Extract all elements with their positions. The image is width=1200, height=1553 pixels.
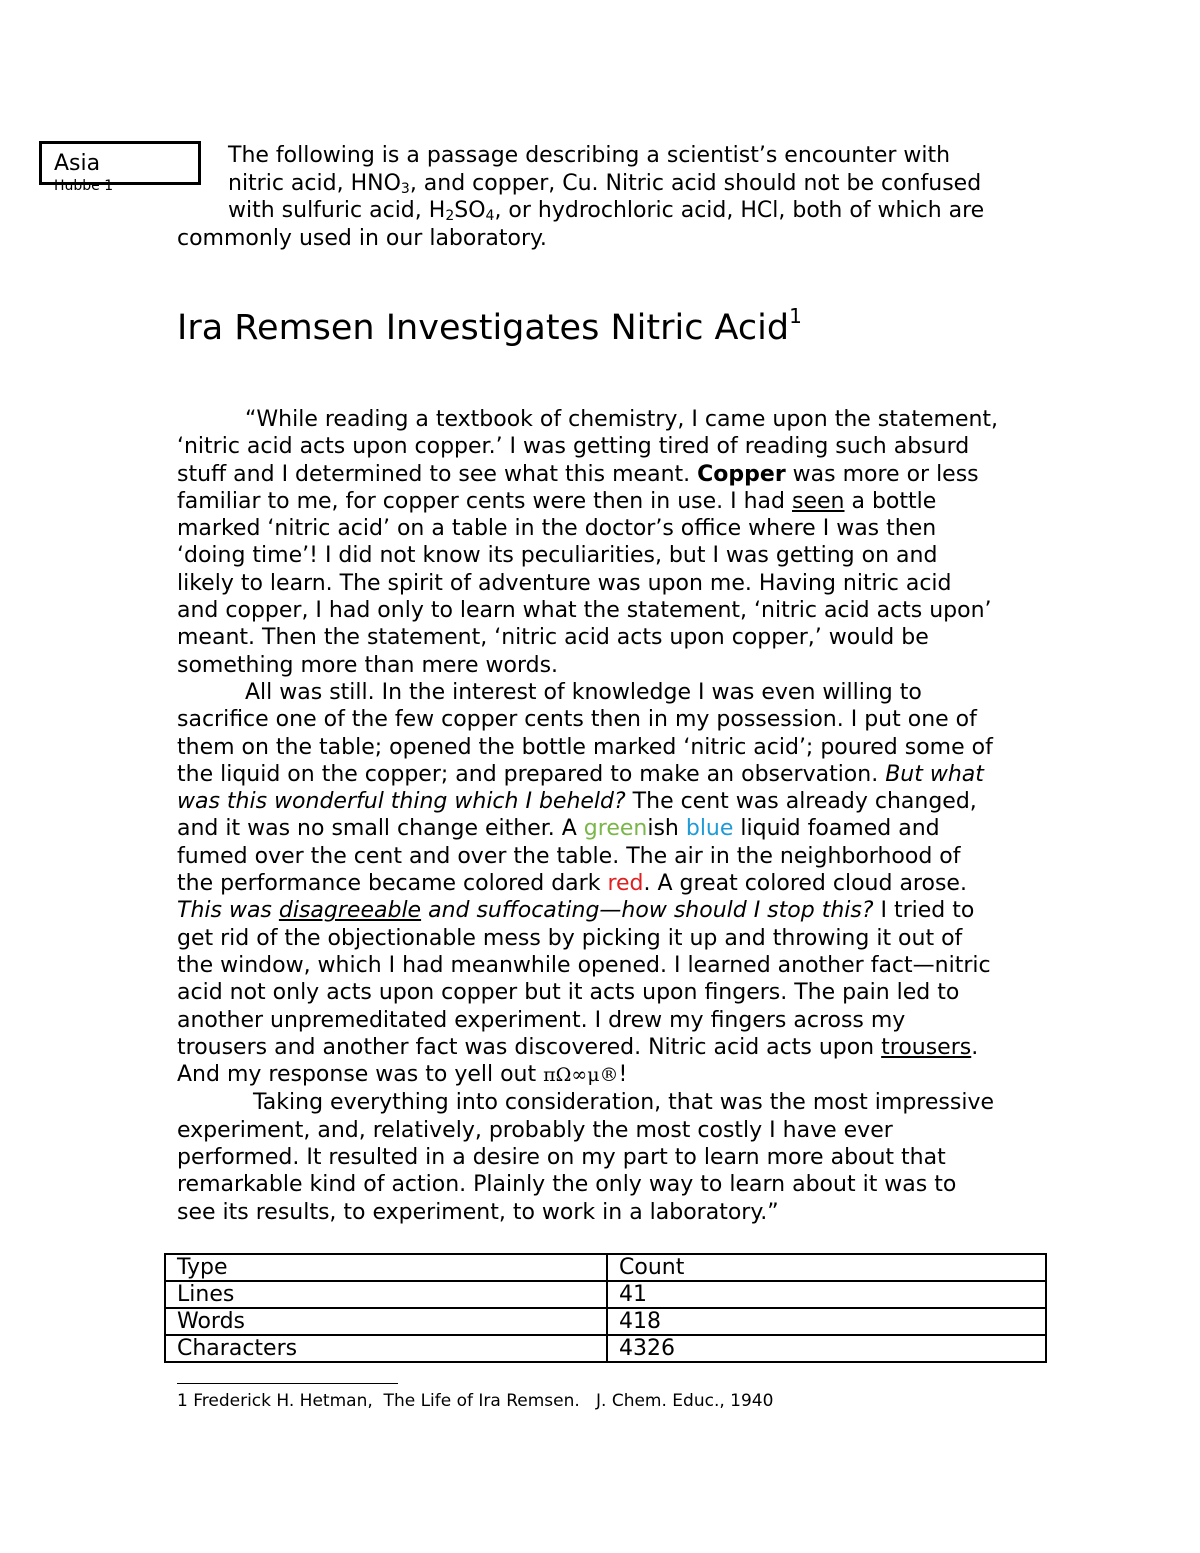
table-header-cell: Count bbox=[607, 1254, 1046, 1281]
table-header-row bbox=[165, 1254, 1046, 1281]
copper-bold: Copper bbox=[697, 461, 786, 487]
disagreeable-underlined: disagreeable bbox=[278, 898, 422, 924]
trousers-underlined: trousers bbox=[881, 1034, 972, 1060]
intro-line-2: nitric acid, $HNO_3$, and copper, Cu. Nitric acid should not be confused bbox=[228, 170, 982, 197]
symbol-exclamation: πΩ∞μ® bbox=[543, 1064, 619, 1087]
footnote-divider bbox=[177, 1383, 398, 1384]
table-row bbox=[165, 1281, 1046, 1308]
table-header-cell: Type bbox=[165, 1254, 607, 1281]
tag-cut-label: Hubbe 1 bbox=[54, 178, 114, 194]
green-word: green bbox=[583, 816, 648, 842]
table-row bbox=[165, 1308, 1046, 1335]
passage-paragraph-3: Taking everything into consideration, that was the most impressive experiment, and, relatively, probably the most costly I have ever performed. It resulted in a desire on my part to learn more about that remarkable kind of action. Plainly the only way to learn about it was to see its results, to experiment, to work in a laboratory.” bbox=[177, 1090, 994, 1225]
seen-underlined: seen bbox=[792, 488, 845, 514]
table-row bbox=[165, 1335, 1046, 1362]
intro-line-1: The following is a passage describing a scientist’s encounter with bbox=[228, 143, 951, 168]
red-word: red bbox=[607, 871, 644, 897]
table-cell: 4326 bbox=[607, 1335, 1046, 1362]
table-cell: 41 bbox=[607, 1281, 1046, 1308]
table-cell: Characters bbox=[165, 1335, 607, 1362]
table-cell: Lines bbox=[165, 1281, 607, 1308]
intro-line-3: with sulfuric acid, $H_2SO_4$, or hydrochloric acid, HCl, both of which are bbox=[228, 198, 985, 224]
counts-table bbox=[164, 1253, 1047, 1363]
table-cell: 418 bbox=[607, 1308, 1046, 1335]
table-cell: Words bbox=[165, 1308, 607, 1335]
passage bbox=[177, 406, 1077, 1226]
intro-line-4: commonly used in our laboratory. bbox=[177, 225, 547, 251]
passage-paragraph-2: All was still. In the interest of knowledge I was even willing to sacrifice one of the few copper cents then in my possession. I put one of them on the table; opened the bottle marked ‘nitric acid’; poured some of the liquid on the copper; and prepared to make an observation. But what was this wonderful thing which I beheld? The cent was already changed, and it was no small change either. A greenish blue liquid foamed and fumed over the cent and over the table. The air in the neighborhood of the performance became colored dark red. A great colored cloud arose. This was disagreeable and suffocating—how should I stop this? I tried to get rid of the objectionable mess by picking it up and throwing it out of the window, which I had meanwhile opened. I learned another fact—nitric acid not only acts upon copper but it acts upon fingers. The pain led to another unpremeditated experiment. I drew my fingers across my trousers and another fact was discovered. Nitric acid acts upon trousers. And my response was to yell out πΩ∞μ®! bbox=[177, 679, 993, 1088]
intro-paragraph bbox=[177, 142, 1077, 252]
page-title: Ira Remsen Investigates Nitric Acid$^1$ bbox=[177, 304, 802, 348]
blue-word: blue bbox=[685, 816, 734, 842]
footnote: 1 Frederick H. Hetman, The Life of Ira Remsen. J. Chem. Educ., 1940 bbox=[177, 1391, 774, 1411]
passage-paragraph-1: “While reading a textbook of chemistry, I came upon the statement, ‘nitric acid acts upon copper.’ I was getting tired of reading such absurd stuff and I determined to see what this meant. Copper was more or less familiar to me, for copper cents were then in use. I had seen a bottle marked ‘nitric acid’ on a table in the doctor’s office where I was then ‘doing time’! I did not know its peculiarities, but I was getting on and likely to learn. The spirit of adventure was upon me. Having nitric acid and copper, I had only to learn what the statement, ‘nitric acid acts upon’ meant. Then the statement, ‘nitric acid acts upon copper,’ would be something more than mere words. bbox=[177, 407, 999, 678]
title-footnote-ref: 1 bbox=[789, 304, 802, 328]
tag-label: Asia bbox=[54, 151, 101, 176]
